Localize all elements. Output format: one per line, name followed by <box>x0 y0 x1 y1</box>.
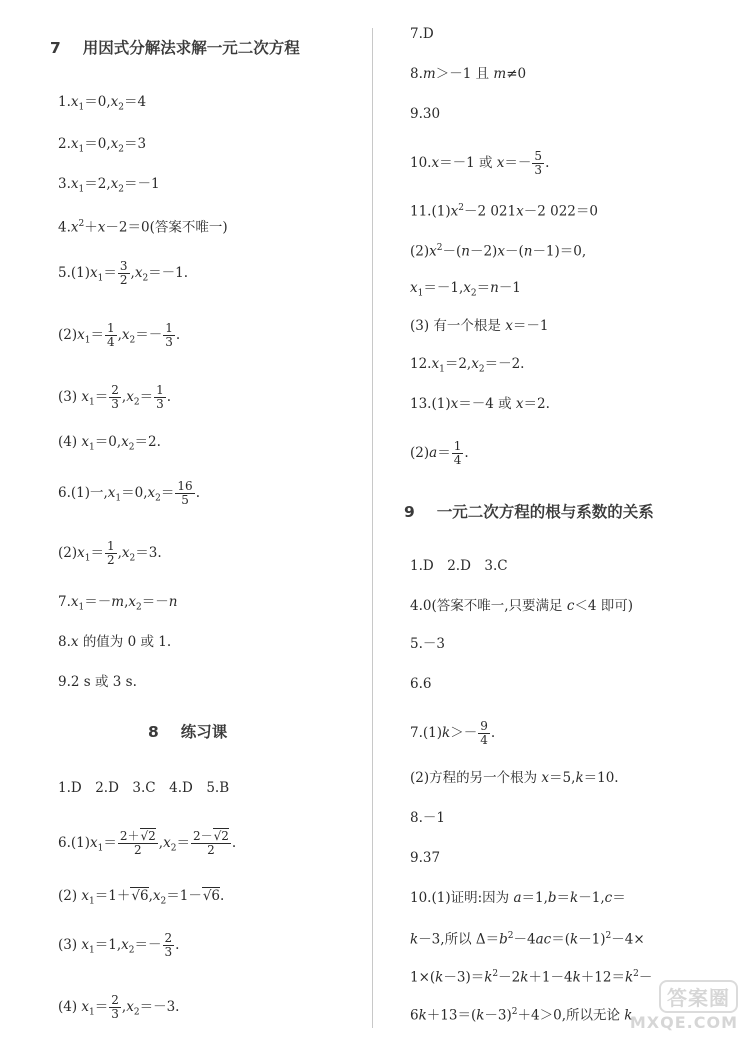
answer-line: $2.x_1=0,x_2=3$ <box>58 136 147 155</box>
answer-line: $3.x_1=2,x_2=-1$ <box>58 176 160 195</box>
answer-line: 6.6 <box>410 676 432 692</box>
answer-line: (3) 有一个根是 x＝－1 <box>410 318 549 334</box>
answer-line: $4.x^2+x-2=0$(答案不唯一) <box>58 219 228 236</box>
answer-line: k－3,所以 $\Delta=b^2-4ac=(k-1)^2-4\times$ <box>410 931 645 948</box>
watermark-site: MXQE.COM <box>629 1013 738 1032</box>
answer-line: 9.37 <box>410 850 441 866</box>
answer-line: $6k+13=(k-3)^2+4>0$,所以无论 k <box>410 1007 633 1024</box>
watermark <box>588 984 738 1032</box>
answer-line: 5.－3 <box>410 636 445 652</box>
answer-line: 9.2 s 或 3 s. <box>58 674 137 690</box>
answer-line: (2)方程的另一个根为 x＝5,k＝10. <box>410 770 619 786</box>
answer-line: $11.(1)x^2-2$ 021x－2 022＝0 <box>410 203 598 220</box>
watermark-logo: 答案圈 <box>659 980 738 1013</box>
answer-line: $(2)x^2-(n-2)x-(n-1)=0$, <box>410 243 587 260</box>
answer-line: 1.D 2.D 3.C 4.D 5.B <box>58 780 230 796</box>
answer-line: $1.x_1=0,x_2=4$ <box>58 94 147 113</box>
answer-line: 10.(1)证明:因为 a＝1,b＝k－1,c＝ <box>410 890 626 906</box>
answer-line: 8.x 的值为 0 或 1. <box>58 634 172 650</box>
answer-line: 8.m＞－1 且 m≠0 <box>410 66 527 82</box>
section-heading-9: 9 一元二次方程的根与系数的关系 <box>404 503 654 521</box>
answer-line: $1\times(k-3)=k^2-2k+1-4k+12=k^2-$ <box>410 969 653 986</box>
column-divider <box>372 28 373 1028</box>
answer-line: 10.x＝－1 或 x＝－ $\frac{5}{3}$ . <box>410 149 550 177</box>
answer-line: (4) $x_1=$ $\frac{2}{3}$ $,x_2=-3$. <box>58 993 180 1021</box>
answer-line: $5.(1)x_1=$ $\frac{3}{2}$ $,x_2=-1$. <box>58 259 189 287</box>
answer-line: 13.(1)x＝－4 或 x＝2. <box>410 396 550 412</box>
answer-line: 4.0(答案不唯一,只要满足 c＜4 即可) <box>410 598 634 614</box>
section-heading-8: 8 练习课 <box>148 723 228 741</box>
answer-line: (3) $x_1=$ $\frac{2}{3}$ $,x_2=$ $\frac{1}{3}$ . <box>58 383 172 411</box>
answer-line: 6.(1)一$,x_1=0,x_2=$ $\frac{16}{5}$ . <box>58 479 200 507</box>
answer-line: (4) $x_1=0,x_2=2$. <box>58 434 161 453</box>
section-heading-7: 7 用因式分解法求解一元二次方程 <box>50 39 300 57</box>
answer-line: $x_1=-1,x_2=n-1$ <box>410 280 521 299</box>
answer-line: (2)a＝ $\frac{1}{4}$ . <box>410 439 469 467</box>
answer-line: (2) $x_1=1+√6,x_2=1-√6$. <box>58 888 225 907</box>
answer-line: $6.(1)x_1=$ $\frac{2+√2}{2}$ $,x_2=$ $\frac{2-√2}{2}$ . <box>58 829 237 857</box>
answer-line: $7.x_1=-m,x_2=-n$ <box>58 594 178 613</box>
answer-line: 9.30 <box>410 106 441 122</box>
answer-line: $(2)x_1=$ $\frac{1}{2}$ $,x_2=3$. <box>58 539 162 567</box>
answer-line: 7.(1)k＞－ $\frac{9}{4}$ . <box>410 719 496 747</box>
answer-line: (3) $x_1=1,x_2=-$ $\frac{2}{3}$ . <box>58 931 180 959</box>
answer-line: 1.D 2.D 3.C <box>410 558 508 574</box>
answer-line: 7.D <box>410 26 434 42</box>
answer-line: $12.x_1=2,x_2=-2$. <box>410 356 525 375</box>
answer-line: 8.－1 <box>410 810 445 826</box>
answer-line: $(2)x_1=$ $\frac{1}{4}$ $,x_2=-$ $\frac{1}{3}$ . <box>58 321 181 349</box>
